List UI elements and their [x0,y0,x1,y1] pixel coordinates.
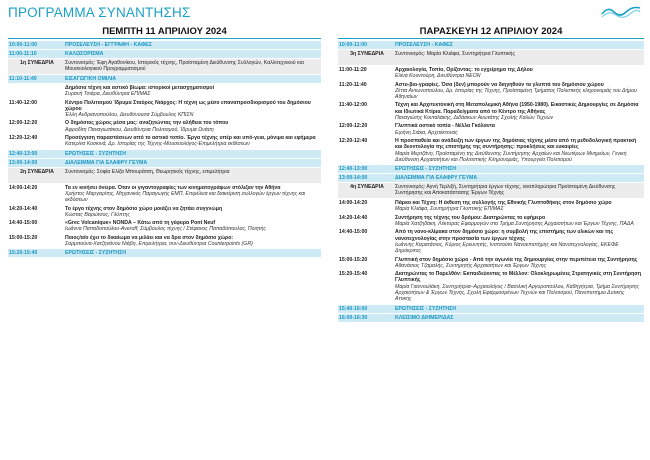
session-row [338,183,644,198]
entry-title: ΕΡΩΤΗΣΕΙΣ - ΣΥΖΗΤΗΣΗ [395,166,456,173]
schedule-row [338,102,644,121]
entry-content [65,135,321,148]
entry-title: Το έργο τέχνης στον δημόσιο χώρο μοιάζει να ζητάει συγγνώμη [65,205,223,212]
schedule-row [8,120,321,133]
entry-title: Η προσπαθεία και ανάδειξη των έργων της δημόσιας τέχνης μέσα από τη μεθοδολογική πρακτική και δεοντολογία της επιστήμης της συντήρησης: προκλήσεις και ευκαιρίες [395,137,637,151]
entry-title: Τέχνη και Αρχιτεκτονική στη Μεταπολεμική Αθήνα (1950-1980). Εικαστικές Δημιουργίες σε Δημόσια και Ιδιωτικά Κτίρια. Παραδείγματα από το Κέντρο της Αθήνας [395,102,639,115]
schedule-row [338,67,644,80]
session-row [338,50,644,65]
entry-content [65,100,321,119]
time-slot: 15:40-16:00 [339,305,368,312]
entry-content [65,50,321,58]
entry-content [395,215,644,228]
time-slot: 10:00-11:00 [339,42,367,48]
highlight-row [338,174,644,182]
entry-content [65,75,321,83]
entry-content [395,183,644,197]
time-slot: 15:00-15:20 [9,234,38,241]
entry-content [65,168,321,175]
entry-content [65,249,321,257]
schedule-row [8,235,321,248]
entry-title: Προσέγγιση παραστάσεων από το αστικό τοπίο. Έργα τέχνης υπέρ και υπό-γεια, μόνιμα και εφήμερα [65,135,316,142]
speaker-text: Συρανή Τσιάρα, Διευθύντρια ΕΠΙΜΑΣ [65,91,151,98]
entry-content [395,305,644,313]
entry-content [65,120,321,133]
session-label: 4η ΣΥΝΕΔΡΙΑ [350,184,384,191]
speaker-text: Σαρμπούνα-Χατζηνάνου Νιάβη, Επιμελήτρια, συν-Διευθύντρια Counterpoints (GR) [65,241,253,248]
entry-title: ΕΡΩΤΗΣΕΙΣ - ΣΥΖΗΤΗΣΗ [65,250,126,257]
time-slot: 14:20-14:40 [339,214,368,221]
entry-content [395,41,644,49]
time-slot: 12:00-12:20 [9,120,38,127]
entry-title: ΔΙΑΛΕΙΜΜΑ ΓΙΑ ΕΛΑΦΡΥ ΓΕΥΜΑ [65,159,148,166]
moderator-text: Συντονισμός: Μαρία Κλιάφα, Συντηρήτρια Γλυπτικής [395,51,515,57]
moderator-text: Συντονισμός: Έφη Αγαθονίκου, Ιστορικός τέχνης, Προϊσταμένη Διεύθυνσης Συλλογών, Καλλιτεχνικού και Μουσειολογικού Προγραμματισμού [65,60,304,73]
entry-title: ΠΡΟΣΕΛΕΥΣΗ - ΕΓΓΡΑΦΗ - ΚΑΦΕΣ [65,42,152,48]
schedule-row [8,206,321,219]
speaker-text: Κατερίνα Κοσκινά, Δρ. Ιστορίας της Τέχνης-Μουσειολόγος-Επιμελήτρια εκθέσεων [65,141,250,148]
entry-title: Δημόσια τέχνη και αστικό βίωμα: ιστορικοί μετασχηματισμοί [65,85,215,91]
entry-title: Από τη νανο-κλίμακα στον δημόσιο χώρο: η συμβολή της επιστήμης των υλικών και της νανοτεχνολογίας στην προστασία των έργων τέχνης [395,229,614,242]
time-slot: 12:00-12:20 [339,123,368,130]
time-slot: 14:00-14:20 [9,184,38,191]
schedule-row [338,215,644,228]
entry-content [395,138,644,163]
schedule-row [8,100,321,119]
schedule-row [338,123,644,136]
schedule-row [338,271,644,302]
entry-content [395,82,644,101]
moderator-text: Συντονισμός: Αγνή Τερλιξή, Συντηρήτρια έργων τέχνης, αναπληρώτρια Προϊσταμένη Διεύθυνσης Συντήρησης και Αποκατάστασης Έργων Τέχνης [395,184,616,197]
entry-content [395,271,644,302]
time-slot: 10:00-11:00 [9,42,37,48]
time-slot: 15:20-15:40 [339,271,368,278]
time-slot: 11:10-11:40 [9,76,37,82]
time-slot: 12:20-12:40 [339,137,368,144]
entry-content [65,220,321,233]
schedule-row [338,82,644,101]
entry-title: Αρχαιολογία, Τοπίο, Ορίζοντας: το εγχείρημα της Δήλου [395,67,533,73]
day-header: ΠΕΜΠΤΗ 11 ΑΠΡΙΛΙΟΥ 2024 [8,24,321,39]
time-slot: 14:20-14:40 [9,205,38,212]
time-slot: 15:20-15:40 [9,250,38,257]
session-row [8,59,321,74]
time-slot: 11:20-11:40 [339,81,367,88]
entry-title: Διατηρώντας το Παρελθόν: Εκπαιδεύοντας το Μέλλον: Ολοκληρωμένες Στρατηγικές στη Συντήρηση Γλυπτικής [395,271,642,284]
entry-content [65,150,321,158]
entry-content [65,159,321,167]
schedule-list [338,41,644,322]
entry-title: ΕΡΩΤΗΣΕΙΣ - ΣΥΖΗΤΗΣΗ [65,150,126,157]
schedule-row [338,138,644,163]
entry-content [65,185,321,204]
speaker-text: Μαρία Μερτζάνη, Προϊσταμένη της Διεύθυνσης Συντήρησης Αρχαίων και Νεωτέρων Μνημείων, Γενική Διεύθυνση Αρχαιοτήτων και Πολιτιστικής Κληρονομιάς, Υπουργείο Πολιτισμού [395,150,627,163]
schedule-row [8,185,321,204]
entry-title: Κέντρο Πολιτισμού Ίδρυμα Σταύρος Νιάρχος: Η τέχνη ως μέσο επαναπροσδιορισμού του δημόσιου χώρου [65,99,311,112]
highlight-row [8,159,321,167]
speaker-text: Αθανάσιος Τζαμαλής, Συντηρητής Αρχαιοτήτων και Έργων Τέχνης [395,262,547,269]
schedule-row [8,135,321,148]
schedule-list [8,41,321,257]
time-slot: 15:00-15:20 [339,256,368,263]
time-slot: 12:40-13:00 [339,166,368,173]
highlight-row [8,249,321,257]
schedule-row [338,229,644,254]
highlight-row [338,165,644,173]
moderator-text: Συντονισμός: Σοφία Ελίζα Μπουράτση, Θεωρητικός τέχνης, επιμελήτρια [65,168,230,175]
highlight-row [338,314,644,322]
entry-title: Ποιος/α/ο έχει το δικαίωμα να μιλάει και να δρα στον δημόσιο χώρο: [65,234,234,241]
time-slot: 14:40-15:00 [9,220,38,227]
entry-title: Ο δημόσιος χώρος μέσα μας: αναζητώντας την αλήθεια του τόπου [65,120,229,127]
speaker-text: Χρήστος Μαργαρίτης, Μηχανικός Παραγωγής ΕΜΠ, Επιμέλεια και διακείριση συλλογών έργων τέχνης και εκδόσεων [65,190,306,204]
highlight-row [8,150,321,158]
speaker-text: Ειρήνη Σιάκα, Αρχιτέκτονας [395,129,458,136]
speaker-text: Ζέττα Αντωνοπούλου, Δρ. Ιστορίας της Τέχνης, Προϊσταμένη Τμήματος Πολιστικής κληρονομιάς του Δήμου Αθηναίων [395,87,637,101]
highlight-row [8,50,321,58]
time-slot: 11:40-12:00 [9,99,37,106]
entry-content [65,41,321,49]
entry-title: ΠΡΟΣΕΛΕΥΣΗ - ΚΑΦΕΣ [395,42,453,48]
session-label: 2η ΣΥΝΕΔΡΙΑ [20,168,54,175]
entry-title: Γλυπτική στον δημόσιο χώρο - Από την αγωνία της δημιουργίας στην περιπέτεια της Συντήρησης [395,256,638,263]
time-slot: 12:20-12:40 [9,135,38,142]
entry-content [395,174,644,182]
speaker-text: Μαρία Κλιάφα, Συντηρήτρια Γλυπτικής ΕΠΙΜΑΣ [395,206,504,213]
entry-content [65,235,321,248]
entry-content [395,229,644,254]
day-header: ΠΑΡΑΣΚΕΥΗ 12 ΑΠΡΙΛΙΟΥ 2024 [338,24,644,39]
speaker-text: Έλλη Ανδριανοπούλου, Διευθύνουσα Σύμβουλος ΚΠΙΣΝ [65,112,194,119]
highlight-row [8,41,321,49]
time-slot: 13:00-14:00 [339,175,368,182]
session-row [8,168,321,183]
speaker-text: Ιωάννα Παπαδοπούλου-Averoff, Σύμβουλος τέχνης / Στέφανος Παπαδόπουλος, Ποιητής [65,226,266,233]
entry-content [395,257,644,270]
entry-title: Γλυπτικά αστικό τοπία - Νέλλα Γκόλαντα [395,123,495,130]
entry-title: ΕΙΣΑΓΩΓΙΚΗ ΟΜΙΛΙΑ [65,76,116,82]
speaker-text: Ιωάννης Καρατάσιος, Κύριος Ερευνητής, Ινστιτούτο Νανοεπιστήμης και Νανοτεχνολογίας, ΕΚΕΦΕ Δημόκριτος [395,241,619,255]
time-slot: 14:00-14:20 [339,200,368,207]
speaker-text: Μαρία Γιαννουλάκη, Συντηρήτρια–Αρχαιολόγος / Βασιλική Αργυροπούλου, Καθηγήτρια, Τμήμα Συντήρησης Αρχαιοτήτων & Έργων Τέχνης, Σχολή Εφαρμοσμένων Τεχνών και Πολιτισμού, Πανεπιστήμιο Δυτικής Αττικής [395,283,640,303]
time-slot: 14:40-15:00 [339,229,368,236]
entry-content [395,123,644,136]
entry-title: ΚΛΕΙΣΙΜΟ ΔΙΗΜΕΡΙΔΑΣ [395,314,454,321]
entry-title: Τα εν κινήσει όνειρα. Όταν οι γιγαντογραφίες των κινηματογράφων στόλιζαν την Αθήνα [65,184,281,191]
session-label: 1η ΣΥΝΕΔΡΙΑ [20,60,54,66]
highlight-row [338,41,644,49]
entry-content [395,200,644,213]
time-slot: 11:00-11:20 [339,67,367,73]
highlight-row [338,305,644,313]
schedule-row [338,200,644,213]
entry-title: ΕΡΩΤΗΣΕΙΣ - ΣΥΖΗΤΗΣΗ [395,305,456,312]
entry-content [65,206,321,219]
highlight-row [8,75,321,83]
speaker-text: Κώστας Βαρώτσος, Γλύπτης [65,211,130,218]
speaker-text: Παναγιώτης Κονταλάκης, Διδάσκων Ανωτάτης Σχολής Καλών Τεχνών [395,115,554,122]
schedule-row [8,85,321,98]
schedule-row [338,257,644,270]
entry-content [395,165,644,173]
day-column-friday [338,24,644,323]
time-slot: 16:00-16:30 [339,314,368,321]
entry-title: Πάρκο και Τέχνη: Η έκθεση της συλλογής της Εθνικής Γλυπτοθήκης στον δημόσιο χώρο [395,200,612,207]
entry-content [65,59,321,73]
entry-content [395,102,644,121]
time-slot: 11:40-12:00 [339,102,367,109]
schedule-row [8,220,321,233]
speaker-text: Μαρία Χατζηδάκη, Λέκτορας Εφαρμογών στο Τμήμα Συντήρησης Αρχαιοτήτων και Έργων Τέχνης, ΠΑΔΑ [395,221,634,228]
time-slot: 11:00-11:10 [9,51,37,57]
entry-content [395,50,644,57]
page-title: ΠΡΟΓΡΑΜΜΑ ΣΥΝΑΝΤΗΣΗΣ [8,5,191,20]
time-slot: 12:40-13:00 [9,150,38,157]
entry-title: «Grec Volcanique» NONDA – Κάτω από τη γέφυρα Pont Neuf [65,220,216,227]
entry-content [395,67,644,80]
entry-content [65,85,321,98]
entry-content [395,314,644,322]
speaker-text: Ελίνα Κουντούρη, Διευθύντρια ΝΕΟΝ [395,73,481,80]
entry-title: ΚΑΛΩΣΟΡΙΣΜΑ [65,51,104,57]
day-column-thursday [8,24,321,258]
wave-decoration-icon [600,4,642,18]
entry-title: ΔΙΑΛΕΙΜΜΑ ΓΙΑ ΕΛΑΦΡΥ ΓΕΥΜΑ [395,175,478,182]
session-label: 3η ΣΥΝΕΔΡΙΑ [350,51,384,57]
time-slot: 13:00-14:00 [9,159,38,166]
entry-title: Συντήρηση της τέχνης του δρόμου: Διατηρώντας το εφήμερο [395,214,546,221]
speaker-text: Αφροδίτη Παναγιωτάκου, Διευθύντρια Πολιτισμού, Ίδρυμα Ωνάση [65,126,214,133]
entry-title: Αστυ-βιο-γραφίες. Όσα (δεν) μπορούν να διηγηθούν τα γλυπτά του δημόσιου χώρου [395,81,604,88]
